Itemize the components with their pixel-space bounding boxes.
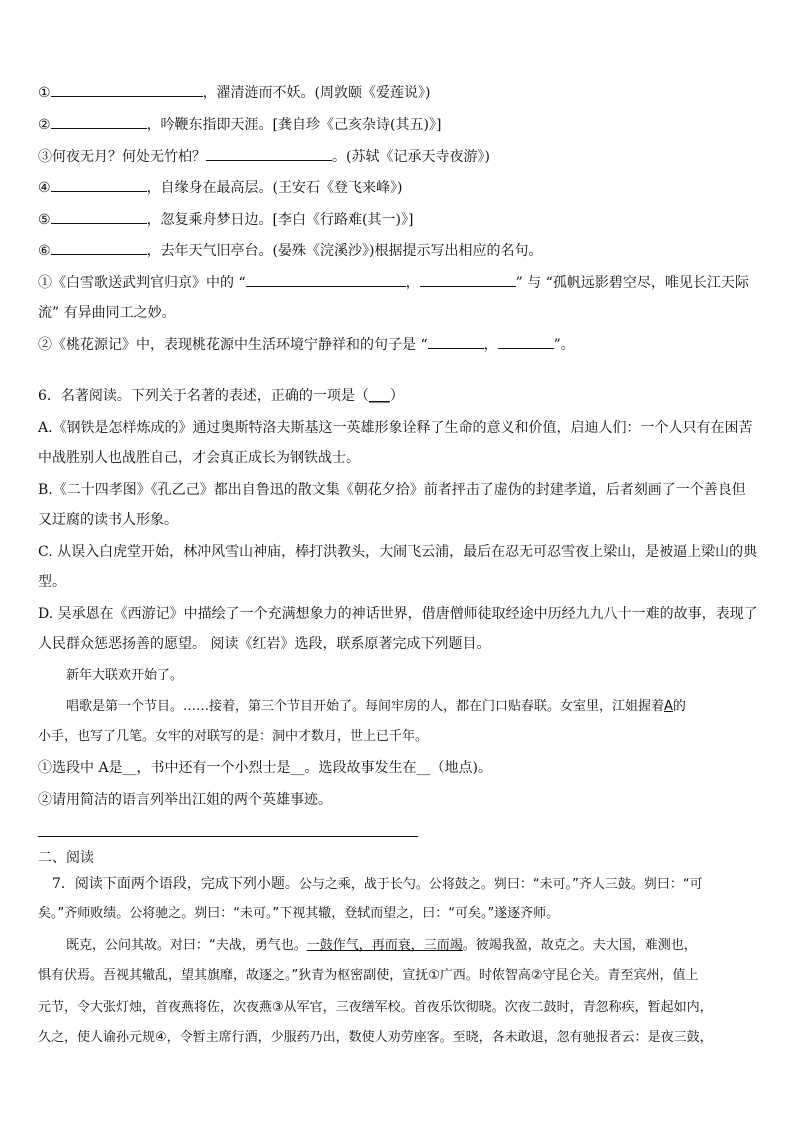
option-a-line-2: 中战胜别人也战胜自己，才会真正成长为钢铁战士。 [38, 450, 360, 466]
poem-line-2: ② ，吟鞭东指即天涯。[龚自珍《己亥杂诗(其五)》] [38, 114, 441, 135]
poem-line-5: ⑤ ，忽复乘舟梦日边。[李白《行路难(其一)》] [38, 209, 413, 230]
poem-line-8: 流” 有异曲同工之妙。 [38, 305, 176, 321]
answer-blank[interactable] [428, 334, 484, 349]
poem-line-1: ① ，濯清涟而不妖。(周敦颐《爱莲说》) [38, 82, 431, 103]
excerpt-line-1: 新年大联欢开始了。 [66, 668, 184, 683]
reading-line-4: 久之，使人谕孙元规④，令暂主席行酒，少服药乃出，数使人劝劳座客。至晓，各未敢退，忽有驰报者云：是夜三鼓， [38, 1030, 713, 1045]
option-b-line-2: 又迂腐的读书人形象。 [38, 512, 178, 528]
poem-line-3: ③何夜无月？何处无竹柏？ 。(苏轼《记承天寺夜游》) [38, 146, 490, 167]
answer-blank[interactable] [51, 209, 147, 224]
answer-blank[interactable] [420, 272, 516, 287]
reading-line-2: 惧有伏焉。吾视其辙乱，望其旗靡，故逐之。”狄青为枢密副使，宣抚①广西。时侬智高②守昆仑关。青至宾州，值上 [38, 968, 699, 983]
reading-line-1: 既克，公问其故。对曰：“夫战，勇气也。一鼓作气，再而衰，三而竭。彼竭我盈，故克之。夫大国，难测也， [66, 938, 697, 953]
option-c-line-2: 型。 [38, 574, 66, 590]
answer-blank[interactable] [246, 272, 406, 287]
option-a-line-1: A.《钢铁是怎样炼成的》通过奥斯特洛夫斯基这一英雄形象诠释了生命的意义和价值，启迪人们：一个人只有在困苦 [38, 420, 753, 436]
option-d-line-1: D. 吴承恩在《西游记》中描绘了一个充满想象力的神话世界，借唐僧师徒取经途中历经九九八十一难的故事，表现了 [38, 606, 758, 622]
answer-blank[interactable] [51, 177, 147, 192]
excerpt-line-3: 小手，也写了几笔。女牢的对联写的是：洞中才数月，世上已千年。 [38, 729, 429, 744]
answer-blank[interactable] [206, 146, 332, 161]
poem-line-4: ④ ，自缘身在最高层。(王安石《登飞来峰》) [38, 177, 403, 198]
answer-blank[interactable] [498, 334, 554, 349]
poem-line-6: ⑥ ，去年天气旧亭台。(晏殊《浣溪沙》)根据提示写出相应的名句。 [38, 240, 543, 261]
question-7-line-1: 7．阅读下面两个语段，完成下列小题。公与之乘，战于长勺。公将鼓之。刿曰：“未可。”齐人三鼓。刿曰：“可 [52, 876, 703, 892]
question-6-stem: 6．名著阅读。下列关于名著的表述，正确的一项是（___） [38, 388, 404, 404]
poem-line-7: ①《白雪歌送武判官归京》中的 “ ， ” 与 “孤帆远影碧空尽，唯见长江天际 [38, 272, 749, 293]
excerpt-line-2: 唱歌是第一个节目。……接着，第三个节目开始了。每间牢房的人，都在门口贴春联。女室里，江姐握着A的 [66, 699, 686, 714]
option-c-line-1: C. 从误入白虎堂开始，林冲风雪山神庙，棒打洪教头，大闹飞云浦，最后在忍无可忍雪夜上梁山，是被逼上梁山的典 [38, 544, 758, 560]
question-7-line-2: 矣。”齐师败绩。公将驰之。刿曰：“未可。”下视其辙，登轼而望之，曰：“可矣。”遂逐齐师。 [38, 906, 560, 921]
subquestion-1: ①选段中 A是__，书中还有一个小烈士是__。选段故事发生在__（地点)。 [38, 760, 493, 776]
answer-blank[interactable]: ___ [368, 388, 390, 404]
answer-blank[interactable] [51, 114, 147, 129]
answer-blank[interactable] [51, 82, 203, 97]
option-b-line-1: B.《二十四孝图》《孔乙己》都出自鲁迅的散文集《朝花夕拾》前者抨击了虚伪的封建孝道，后者刻画了一个善良但 [38, 482, 746, 498]
poem-line-9: ②《桃花源记》中，表现桃花源中生活环境宁静祥和的句子是 “ ， ”。 [38, 334, 575, 355]
section-heading: 二、阅读 [38, 850, 94, 866]
answer-line[interactable] [38, 836, 418, 837]
subquestion-2: ②请用简洁的语言列举出江姐的两个英雄事迹。 [38, 792, 332, 808]
option-d-line-2: 人民群众惩恶扬善的愿望。 阅读《红岩》选段，联系原著完成下列题目。 [38, 636, 491, 652]
answer-blank[interactable] [51, 240, 147, 255]
reading-line-3: 元节，令大张灯烛，首夜燕将佐，次夜燕③从军官，三夜缮军校。首夜乐饮彻晓。次夜二鼓时，青忽称疾，暂起如内， [38, 1000, 713, 1015]
